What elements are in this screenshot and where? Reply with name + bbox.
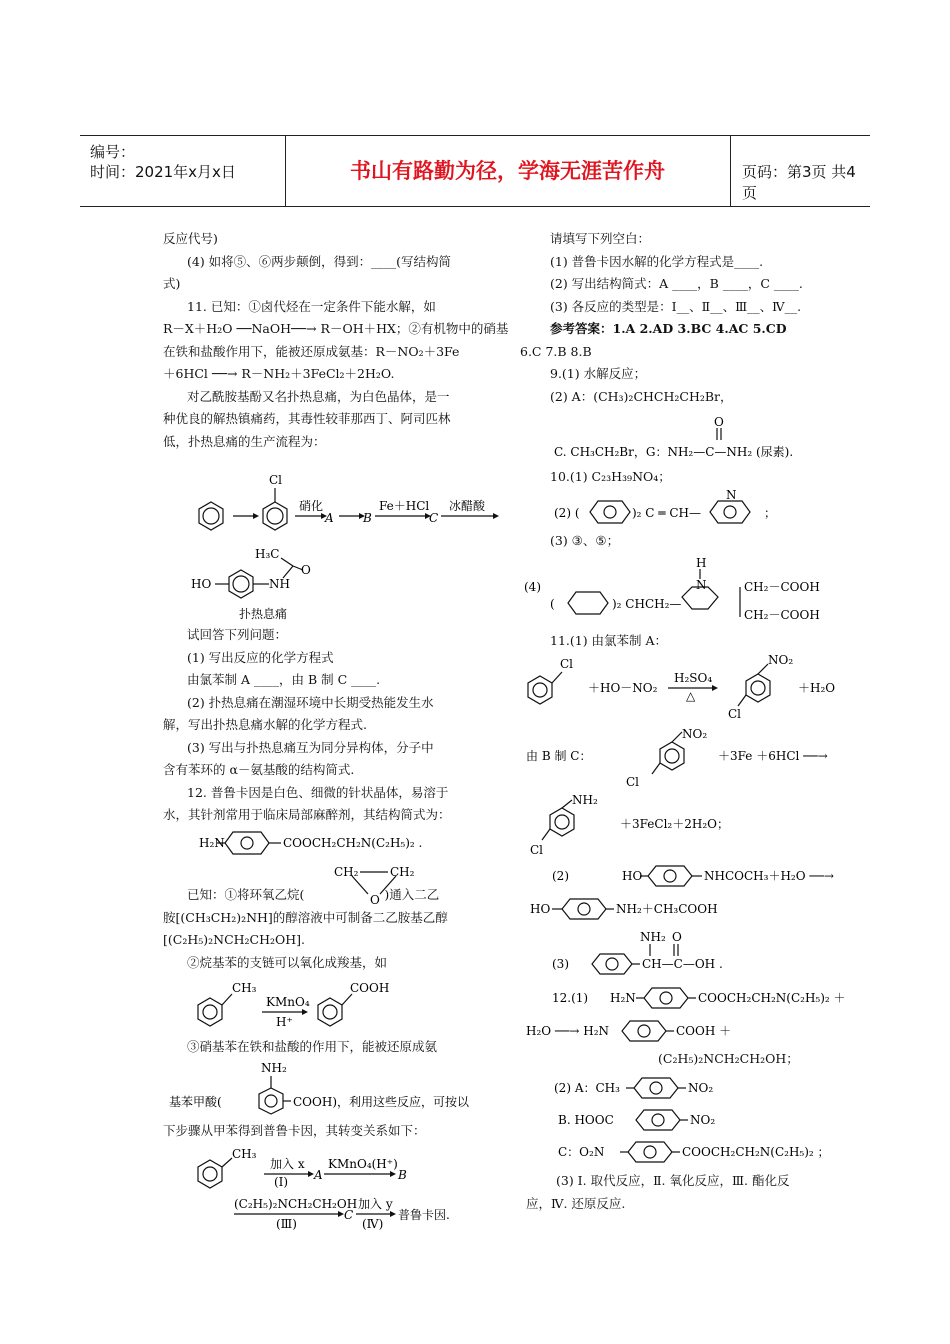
answer-10-2 [550, 490, 850, 530]
benzene-ring [590, 501, 630, 523]
add-y-label: 加入 y [358, 1197, 393, 1211]
oxygen-label: O [370, 893, 380, 907]
text-line: 式) [163, 276, 181, 291]
no2-label: NO₂ [690, 1113, 716, 1127]
text-line: (C₂H₅)₂NCH₂CH₂OH； [658, 1051, 799, 1066]
question-12: 12. 普鲁卡因是白色、细微的针状晶体，易溶于 [187, 784, 449, 800]
arrowhead [253, 513, 259, 519]
bond [738, 695, 746, 706]
benzene-ring [555, 815, 569, 829]
header-meta [90, 142, 236, 182]
benzene-ring [578, 903, 590, 915]
text-fragment: )₂ C ═ CH— [632, 506, 701, 520]
answer-number: (3) [552, 957, 569, 971]
benzene-ring [634, 1078, 678, 1098]
add-x-label: 加入 x [270, 1157, 305, 1171]
text-fragment: 基苯甲酸( [169, 1095, 222, 1109]
bond [222, 1158, 232, 1167]
header-divider [730, 136, 731, 206]
procaine-label: 普鲁卡因. [398, 1208, 450, 1222]
arrowhead [302, 1009, 308, 1015]
compound-b: B [398, 1168, 407, 1182]
right-column-10 [550, 466, 880, 489]
question-11: 11. 已知：①卤代烃在一定条件下能水解，如 [187, 298, 436, 314]
bond [652, 763, 660, 774]
answer-10-4 [522, 555, 862, 627]
benzene-ring [622, 1021, 666, 1041]
benzene-ring [225, 832, 269, 854]
answer-key: 参考答案：1.A 2.AD 3.BC 4.AC 5.CD [550, 321, 787, 336]
benzene-ring [203, 1167, 217, 1181]
text-fragment: B. HOOC [558, 1113, 614, 1127]
number-label: 编号： [90, 143, 136, 161]
hydrogen-label: H [696, 556, 707, 570]
text-fragment: COOCH₂CH₂N(C₂H₅)₂ ； [682, 1145, 830, 1159]
text-line: (4) 如将⑤、⑥两步颠倒，得到：____(写结构简 [187, 253, 452, 269]
benzene-ring [198, 998, 222, 1026]
text-line: C. CH₃CH₂Br，G：NH₂—C—NH₂ (尿素). [554, 445, 794, 459]
text-fragment: ； [764, 506, 777, 520]
no2-label: NO₂ [682, 727, 708, 741]
text-fragment: CH₂－COOH [744, 580, 820, 594]
benzene-ring [592, 954, 632, 974]
ch3-label: CH₃ [232, 1148, 257, 1161]
oxygen-label: O [672, 930, 682, 944]
pyridine-ring [710, 501, 750, 523]
ch2-label: CH₂ [390, 865, 415, 879]
synthesis-flow-figure [163, 462, 503, 622]
benzene-ring [650, 1082, 662, 1094]
benzene-ring [604, 506, 616, 518]
text-line: ②烷基苯的支链可以氧化成羧基，如 [187, 954, 388, 970]
text-line: (3) 写出与扑热息痛互为同分异构体，分子中 [187, 739, 434, 755]
text-fragment: CH₂－COOH [744, 608, 820, 622]
text-fragment: )₂ CHCH₂— [612, 597, 682, 611]
benzene-ring [533, 683, 547, 697]
text-line: 在铁和盐酸作用下，能被还原成氨基：R－NO₂＋3Fe [163, 343, 460, 359]
ho-label: HO [530, 902, 551, 916]
text-line: 请填写下列空白： [550, 231, 651, 246]
benzene-ring [652, 1114, 664, 1126]
text-fragment: COOH)，利用这些反应，可按以 [293, 1095, 470, 1109]
nh-label: NH [269, 577, 290, 591]
bond [342, 994, 352, 1005]
h2n-label: H₂N [610, 991, 636, 1005]
text-line: 对乙酰胺基酚又名扑热息痛，为白色晶体，是一 [187, 388, 450, 404]
reagent-label: ＋HO－NO₂ [588, 681, 658, 695]
text-fragment: NHCOCH₃＋H₂O ──→ [704, 869, 834, 883]
text-line: 反应代号) [163, 231, 218, 246]
bond [562, 800, 572, 808]
nh2-label: NH₂ [572, 793, 598, 807]
compound-a: A [325, 511, 334, 525]
benzene-ring [323, 1005, 337, 1019]
nh2-label: NH₂ [640, 930, 666, 944]
right-column-10-3 [550, 530, 880, 553]
benzene-ring [664, 870, 676, 882]
benzene-ring [562, 899, 606, 919]
benzene-ring [746, 674, 770, 702]
benzene-ring [644, 1146, 656, 1158]
benzene-ring [660, 742, 684, 770]
aminobenzoic-acid-line [163, 1058, 503, 1126]
text-fragment: COOH ＋ [676, 1024, 732, 1038]
nitrogen-label: N [696, 578, 707, 592]
benzene-ring [665, 749, 679, 763]
ch2-label: CH₂ [334, 865, 359, 879]
text-fragment: 已知：①将环氧乙烷( [187, 887, 305, 902]
text-line: 下步骤从甲苯得到普鲁卡因，其转变关系如下： [163, 1123, 426, 1138]
text-line: 种优良的解热镇痛药，其毒性较菲那西丁、阿司匹林 [163, 411, 451, 426]
arrowhead [390, 1171, 396, 1177]
step-3-label: (Ⅲ) [276, 1217, 297, 1231]
page-header [80, 135, 870, 207]
text-line: R－X＋H₂O ──NaOH──→ R－OH＋HX；②有机物中的硝基 [163, 321, 509, 336]
text-line: ③硝基苯在铁和盐酸的作用下，能被还原成氨 [187, 1039, 438, 1054]
kmno4-label: KMnO₄(H⁺) [328, 1157, 398, 1171]
text-line: (2) A：(CH₃)₂CHCH₂CH₂Br， [550, 388, 733, 404]
chlorine-label: Cl [626, 775, 640, 788]
nitration-label: 硝化 [299, 499, 324, 513]
h-plus-label: H⁺ [276, 1015, 293, 1029]
text-line: (1) 写出反应的化学方程式 [187, 649, 334, 665]
header-motto: 书山有路勤为径，学海无涯苦作舟 [350, 159, 665, 183]
text-fragment: ＋3Fe ＋6HCl ──→ [718, 749, 828, 763]
h2so4-label: H₂SO₄ [674, 671, 713, 685]
text-line: 胺[(CH₃CH₂)₂NH]的醇溶液中可制备二乙胺基乙醇 [163, 909, 448, 925]
bond [281, 558, 293, 566]
compound-a: A [314, 1168, 323, 1182]
procaine-flow-figure [190, 1148, 490, 1232]
benzene-ring [628, 1142, 672, 1162]
left-column-known [163, 884, 503, 974]
benzene-ring [233, 576, 249, 592]
compound-c: C [344, 1208, 354, 1222]
procaine-structure [195, 828, 495, 858]
text-fragment: COOCH₂CH₂N(C₂H₅)₂ ＋ [698, 991, 846, 1005]
compound-b: B [363, 511, 372, 525]
text-line: (2) 扑热息痛在潮湿环境中长期受热能发生水 [187, 694, 434, 710]
text-line: 低，扑热息痛的生产流程为： [163, 433, 326, 449]
text-line: 试回答下列问题： [187, 627, 288, 642]
chlorine-label: Cl [530, 843, 544, 857]
benzene-ring [241, 837, 253, 849]
h2n-label: H₂N [199, 836, 225, 850]
ch3-label: CH₃ [232, 981, 257, 995]
text-line: 应，Ⅳ. 还原反应. [526, 1195, 626, 1211]
text-line: 9.(1) 水解反应； [550, 366, 647, 381]
left-column [163, 228, 509, 453]
text-fragment: )通入二乙 [384, 887, 440, 902]
page-info: 页码：第3页 共4页 [742, 163, 856, 202]
arrowhead [390, 1211, 396, 1217]
text-line: 水，其针剂常用于临床局部麻醉剂，其结构简式为： [163, 807, 451, 822]
benzene-ring [648, 866, 692, 886]
urea-answer [550, 414, 870, 464]
bond [552, 672, 562, 683]
answer-11-3 [522, 926, 872, 980]
text-line: (1) 普鲁卡因水解的化学方程式是____. [550, 253, 764, 269]
text-fragment: (2) A：CH₃ [554, 1081, 620, 1095]
no2-label: NO₂ [688, 1081, 714, 1095]
kmno4-label: KMnO₄ [266, 995, 310, 1009]
step-1-label: (Ⅰ) [274, 1175, 289, 1189]
benzene-ring [265, 1095, 277, 1107]
right-column-12-3 [526, 1170, 880, 1215]
cyclohexane-ring [568, 592, 608, 614]
benzene-ring [528, 676, 552, 704]
text-fragment: H₂O ──→ H₂N [526, 1024, 610, 1038]
text-fragment: NH₂＋CH₃COOH [616, 902, 718, 916]
paracetamol-caption: 扑热息痛 [239, 607, 288, 621]
right-column-11 [550, 630, 880, 653]
nitrogen-label: N [726, 490, 737, 502]
ester-label: COOCH₂CH₂N(C₂H₅)₂ . [283, 836, 423, 850]
water-label: ＋H₂O [798, 681, 836, 695]
right-column-12-product [658, 1048, 878, 1071]
text-line: 解，写出扑热息痛水解的化学方程式. [163, 717, 367, 732]
arrowhead [712, 685, 718, 691]
text-line: [(C₂H₅)₂NCH₂CH₂OH]. [163, 932, 306, 947]
text-line: (3) Ⅰ. 取代反应，Ⅱ. 氧化反应，Ⅲ. 酯化反 [556, 1173, 790, 1188]
benzene-ring [638, 1025, 650, 1037]
nh2-label: NH₂ [261, 1061, 287, 1075]
benzene-ring [550, 808, 574, 836]
text-fragment: ＋3FeCl₂＋2H₂O； [620, 817, 729, 831]
acetic-acid-label: 冰醋酸 [449, 499, 486, 513]
oxygen-label: O [714, 415, 724, 429]
oxidation-example [190, 976, 410, 1036]
text-fragment: ( [550, 597, 555, 611]
text-line [163, 884, 503, 907]
text-line: (3) 各反应的类型是：Ⅰ__、Ⅱ__、Ⅲ__、Ⅳ__. [550, 298, 802, 314]
chlorine-label: Cl [560, 657, 574, 671]
benzene-ring [644, 988, 688, 1008]
h3c-label: H₃C [255, 547, 280, 561]
step-4-label: (Ⅳ) [362, 1217, 384, 1231]
equation-chlorobenzene-nitration [522, 652, 872, 722]
text-fragment: (2) ( [554, 506, 580, 520]
benzene-ring [259, 1088, 283, 1114]
left-column-known-4 [163, 1120, 503, 1143]
text-line: 含有苯环的 α－氨基酸的结构简式. [163, 762, 355, 777]
text-line: (2) 写出结构简式：A ____，B ____，C ____. [550, 276, 803, 291]
benzene-ring [203, 508, 219, 524]
pyridine-ring [724, 506, 736, 518]
benzene-ring [318, 998, 342, 1026]
chlorine-label: Cl [728, 707, 742, 721]
cooh-label: COOH [350, 981, 390, 995]
bond [542, 829, 550, 840]
benzene-ring [751, 681, 765, 695]
benzene-ring [198, 1160, 222, 1188]
text-fragment: C：O₂N [558, 1145, 605, 1159]
bond [672, 732, 682, 742]
answer-number: (2) [552, 869, 569, 883]
bond [222, 994, 232, 1005]
equation-reduction-product [522, 790, 872, 858]
text-line: (3) ③、⑤； [550, 533, 620, 548]
text-line: 10.(1) C₂₃H₃₉NO₄； [550, 469, 671, 484]
answer-number: (4) [524, 580, 541, 594]
right-column [520, 228, 880, 408]
benzene-ring [636, 1110, 680, 1130]
left-column-questions [163, 624, 493, 827]
text-line: 由氯苯制 A ____，由 B 制 C ____. [187, 672, 381, 687]
heat-label: △ [686, 689, 696, 703]
answer-key: 6.C 7.B 8.B [520, 343, 592, 359]
benzene-ring [267, 508, 283, 524]
no2-label: NO₂ [768, 653, 794, 667]
oxygen-label: O [301, 563, 311, 577]
benzene-ring [660, 992, 672, 1004]
text-line: 11.(1) 由氯苯制 A： [550, 633, 668, 648]
time-label: 时间：2021年x月x日 [90, 163, 236, 181]
bond [758, 664, 768, 674]
equation-reduction [522, 726, 872, 788]
text-fragment: CH—C—OH . [642, 957, 723, 971]
chlorine-label: Cl [269, 473, 283, 487]
arrowhead [493, 513, 499, 519]
answer-12-2 [550, 1072, 870, 1168]
text-line: ＋6HCl ──→ R－NH₂＋3FeCl₂＋2H₂O. [163, 366, 395, 381]
reagent-label: (C₂H₅)₂NCH₂CH₂OH [234, 1197, 358, 1211]
fe-hcl-label: Fe＋HCl [379, 499, 430, 513]
benzene-ring [203, 1005, 217, 1019]
answer-12-1 [522, 982, 872, 1048]
text-fragment: 由 B 制 C： [526, 749, 592, 763]
ho-label: HO [191, 577, 212, 591]
equation-hydrolysis [522, 860, 872, 924]
benzene-ring [606, 958, 618, 970]
answer-number: 12.(1) [552, 991, 589, 1005]
ho-label: HO [622, 869, 643, 883]
left-column-known-3 [163, 1036, 503, 1059]
compound-c: C [429, 511, 439, 525]
